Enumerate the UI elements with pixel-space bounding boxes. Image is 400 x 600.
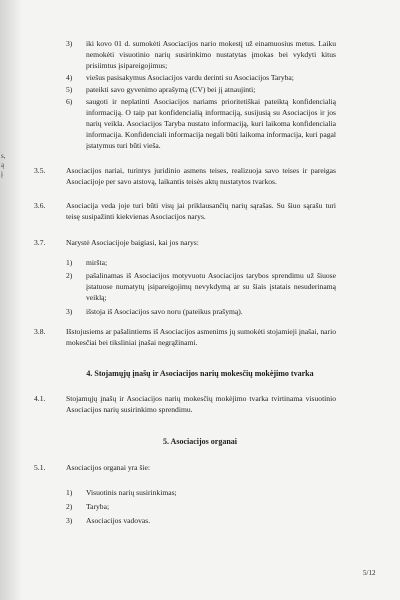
list-item-text: išstoja iš Asociacijos savo noru (pateikus prašymą). [86,307,243,316]
section-text: Asociacijos nariai, turintys juridinio asmens teises, realizuoja savo teises ir pareigas Asociacijoje per savo atstovą, laikantis teisės aktų nustatytos tvarkos. [66,166,336,186]
section-text: Stojamųjų įnašų ir Asociacijos narių mokesčių mokėjimo tvarka tvirtinama visuotinio Asociacijos narių susirinkimo sprendimu. [66,394,336,414]
list-item-text: Visuotinis narių susirinkimas; [86,488,177,497]
list-item-text: Taryba; [86,502,110,511]
section-heading: 4. Stojamųjų įnašų ir Asociacijos narių mokesčių mokėjimo tvarka [86,369,314,378]
list-item-number: 1) [66,488,73,497]
margin-mark: į [1,170,3,178]
list-item-text: iki kovo 01 d. sumokėti Asociacijos nario mokestį už einamuosius metus. Laiku nemokėti visuotinio narių susirinkimo nustatytas įmokas bei vykdyti kitus prisiimtus įsipareigojimus; [86,39,336,70]
section-number: 3.7. [34,238,46,247]
section-number: 3.6. [34,201,46,210]
section-heading: 5. Asociacijos organai [163,437,237,446]
list-item-number: 3) [66,307,73,316]
section-number: 3.8. [34,327,46,336]
section-text: Narystė Asociacijoje baigiasi, kai jos narys: [66,238,199,247]
list-item-text: saugoti ir neplatinti Asociacijos nariams prioritetiškai pateiktą konfidencialią informaciją. O taip pat konfidencialią informaciją, susijusią su Asociacijos ir jos narių veikla. Asociacijos Taryba nustato informaciją, kuri laikoma konfidencialia informacija. Konfidenciali informacija negali būti laikoma informacija, kuri pagal įstatymus turi būti vieša. [86,97,336,150]
section-text: Asociacija veda joje turi būti visų jai priklausančių narių sąrašas. Su šiuo sąrašu turi teisę susipažinti kiekvienas Asociacijos narys. [66,201,336,221]
list-item-number: 1) [66,258,73,267]
margin-mark: ą [1,161,5,169]
list-item-number: 4) [66,73,73,82]
list-item-number: 6) [66,97,73,106]
list-item-number: 2) [66,271,73,280]
list-item-number: 5) [66,85,73,94]
list-item-number: 3) [66,39,73,48]
list-item-number: 3) [66,516,73,525]
margin-mark: s, [1,152,6,160]
section-text: Asociacijos organai yra šie: [66,463,150,472]
list-item-text: viešus pasisakymus Asociacijos vardu derinti su Asociacijos Taryba; [86,73,294,82]
list-item-number: 2) [66,502,73,511]
list-item-text: pašalinamas iš Asociacijos motyvuotu Asociacijos tarybos sprendimu už šiuose įstatuose numatytų įsipareigojimų nevykdymą ar su šiais įstatais nesuderinamą veiklą; [86,271,336,302]
section-number: 4.1. [34,394,46,403]
section-number: 3.5. [34,166,46,175]
section-number: 5.1. [34,463,46,472]
page-binding-shadow [0,0,22,600]
margin-marks [1,152,13,179]
list-item-text: miršta; [86,258,108,267]
page-number: 5/12 [363,569,376,577]
list-item-text: Asociacijos vadovas. [86,516,151,525]
section-text: Išstojusiems ar pašalintiems iš Asociacijos asmenims jų sumokėti stojamieji įnašai, nario mokesčiai bei tiksliniai įnašai negrąžinami. [66,327,336,347]
list-item-text: pateikti savo gyvenimo aprašymą (CV) bei jį atnaujinti; [86,85,256,94]
